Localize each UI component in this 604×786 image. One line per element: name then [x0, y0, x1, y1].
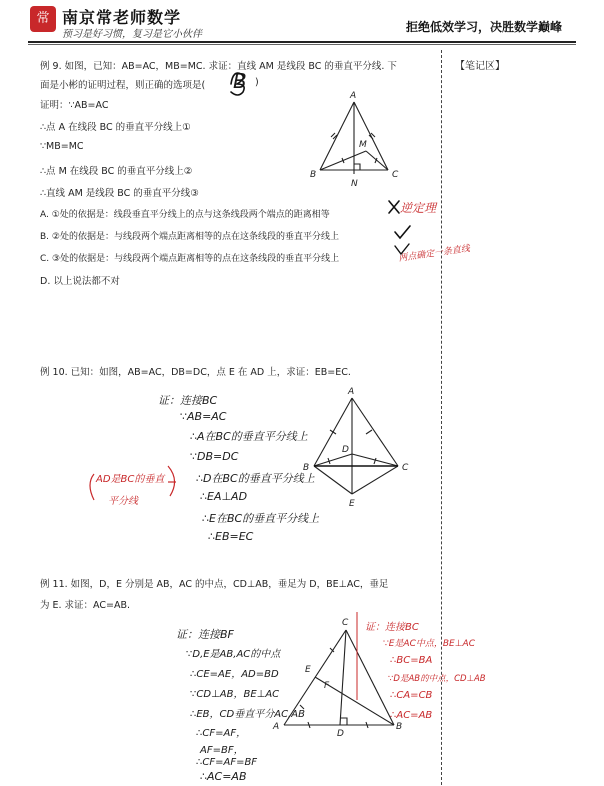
brand-title: 南京常老师数学: [62, 8, 182, 27]
ex9-close-paren: ): [255, 77, 259, 88]
header-slogan: 拒绝低效学习，决胜数学巅峰: [405, 20, 562, 34]
notes-area-label: 【笔记区】: [455, 61, 505, 72]
ex11-label-d: D: [337, 729, 344, 739]
ex11-label-b: B: [396, 722, 403, 732]
ex9-check-mark: [395, 226, 410, 238]
ex9-label-n: N: [351, 179, 358, 189]
ex10-proof-line5: ∴D在BC的垂直平分线上: [196, 472, 315, 485]
ex10-proof-line6: ∴EA⊥AD: [200, 490, 248, 503]
ex11-proof-line2: ∵D,E是AB,AC的中点: [186, 649, 281, 660]
ex11-label-c: C: [342, 618, 349, 628]
ex10-proof-line2: ∵AB=AC: [180, 410, 227, 423]
ex11-proof-line4: ∵CD⊥AB，BE⊥AC: [190, 689, 280, 700]
ex11-proof-line7: AF=BF，: [200, 745, 244, 756]
ex9-cross-mark: [389, 201, 399, 213]
ex9-label-c: C: [392, 170, 399, 180]
ex10-proof-line1: 证：连接BC: [158, 394, 218, 407]
ex9-question-line2: 面是小彬的证明过程，则正确的选项是(: [40, 80, 206, 91]
ex9-note-converse-theorem: 逆定理: [400, 201, 437, 215]
ex11-alt-proof-line6: ∴AC=AB: [390, 710, 433, 721]
ex11-question-line1: 例 11. 如图，D，E 分别是 AB，AC 的中点，CD⊥AB，垂足为 D，BE⊥AC，垂足: [40, 579, 389, 590]
ex11-alt-proof-line4: ∵D是AB的中点，CD⊥AB: [388, 674, 486, 684]
ex9-question-line1: 例 9. 如图，已知：AB=AC，MB=MC. 求证：直线 AM 是线段 BC 的垂直平分线. 下: [40, 61, 397, 72]
ex9-proof-line3: ∵MB=MC: [40, 141, 84, 152]
ex10-note-line2: 平分线: [108, 496, 138, 507]
ex9-handwritten-marks: [231, 73, 410, 254]
ex9-note-two-points-line: 两点确定一条直线: [397, 244, 471, 264]
ex11-label-f: F: [324, 681, 330, 691]
ex11-label-e: E: [305, 665, 311, 675]
ex10-label-d: D: [342, 445, 349, 455]
ex10-figure: [303, 387, 409, 509]
ex9-proof-line2: ∴点 A 在线段 BC 的垂直平分线上①: [40, 122, 191, 133]
ex11-alt-proof-line5: ∴CA=CB: [390, 690, 433, 701]
ex9-handwritten-answer: B: [233, 69, 247, 93]
ex11-proof-line9: ∴AC=AB: [200, 770, 247, 783]
ex11-proof-line5: ∴EB，CD垂直平分AC,AB: [190, 709, 305, 720]
ex10-question: 例 10. 已知：如图，AB=AC，DB=DC，点 E 在 AD 上，求证：EB=EC.: [40, 367, 351, 378]
ex9-option-d: D. 以上说法都不对: [40, 276, 120, 287]
ex10-label-e: E: [349, 499, 355, 509]
ex9-label-m: M: [359, 140, 367, 150]
ex9-option-c: C. ③处的依据是：与线段两个端点距离相等的点在这条线段的垂直平分线上: [40, 254, 340, 264]
ex11-alt-proof-line1: 证：连接BC: [365, 622, 419, 633]
ex10-note-brackets: [90, 466, 175, 500]
ex11-proof-line1: 证：连接BF: [176, 628, 234, 641]
ex11-proof-line3: ∴CE=AE，AD=BD: [190, 669, 279, 680]
ex11-proof-line6: ∴CF=AF，: [196, 728, 247, 739]
ex10-note-line1: AD是BC的垂直: [96, 474, 165, 485]
ex10-proof-line4: ∵DB=DC: [190, 450, 239, 463]
ex11-alt-proof-line3: ∴BC=BA: [390, 655, 433, 666]
ex11-proof-line8: ∴CF=AF=BF: [196, 757, 258, 768]
ex9-proof-line4: ∴点 M 在线段 BC 的垂直平分线上②: [40, 166, 193, 177]
ex9-label-a: A: [350, 91, 357, 101]
ex10-label-b: B: [303, 463, 310, 473]
ex10-label-a: A: [348, 387, 355, 397]
ex10-proof-line3: ∴A在BC的垂直平分线上: [190, 430, 308, 443]
ex10-proof-line7: ∴E在BC的垂直平分线上: [202, 512, 320, 525]
ex11-label-a: A: [273, 722, 280, 732]
ex11-question-line2: 为 E. 求证：AC=AB.: [40, 600, 131, 611]
ex10-label-c: C: [402, 463, 409, 473]
ex9-option-a: A. ①处的依据是：线段垂直平分线上的点与这条线段两个端点的距离相等: [40, 210, 330, 220]
ex11-alt-proof-line2: ∵E是AC中点，BE⊥AC: [383, 639, 475, 649]
ex11-figure: [272, 618, 402, 739]
ex10-proof-line8: ∴EB=EC: [208, 530, 254, 543]
ex9-label-b: B: [310, 170, 317, 180]
ex9-option-b: B. ②处的依据是：与线段两个端点距离相等的点在这条线段的垂直平分线上: [40, 232, 339, 242]
ex9-figure: [310, 91, 399, 189]
brand-motto: 预习是好习惯，复习是它小伙伴: [62, 29, 202, 40]
ex9-proof-line1: 证明：∵AB=AC: [40, 100, 109, 111]
ex9-proof-line5: ∴直线 AM 是线段 BC 的垂直平分线③: [40, 188, 199, 199]
logo-character: 常: [36, 11, 50, 26]
